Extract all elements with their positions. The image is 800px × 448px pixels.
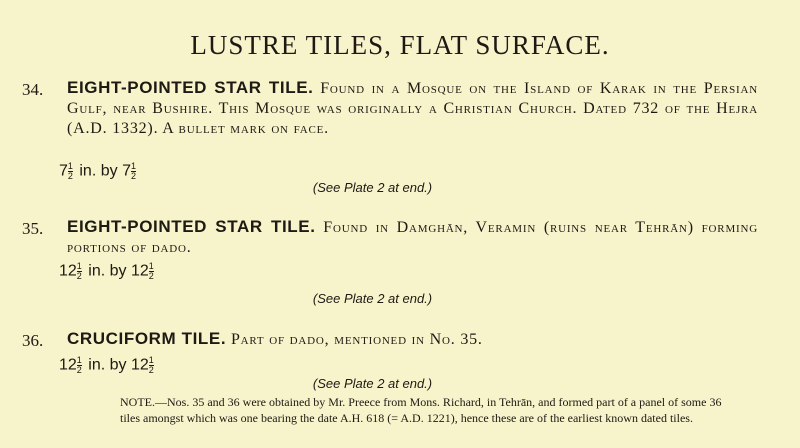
- size-by: in. by: [88, 262, 127, 280]
- plate-reference: (See Plate 2 at end.): [312, 291, 433, 306]
- page-title: LUSTRE TILES, FLAT SURFACE.: [190, 30, 610, 60]
- tile-size: [59, 262, 156, 281]
- tile-size: [59, 356, 156, 375]
- fraction-denominator: 2: [148, 365, 154, 375]
- size-height-int: 7: [122, 162, 131, 180]
- tile-size: [59, 162, 138, 181]
- plate-reference: (See Plate 2 at end.): [312, 180, 433, 195]
- entry-text: [67, 217, 758, 258]
- fraction-denominator: 2: [76, 271, 82, 281]
- footnote: NOTE.—Nos. 35 and 36 were obtained by Mr. Preece from Mons. Richard, in Tehrān, and formed part of a panel of some 36 tiles amongst which was one bearing the date A.H. 618 (= A.D. 1221), hence these are of the earliest known dated tiles.: [120, 395, 722, 425]
- fraction-denominator: 2: [130, 171, 136, 181]
- entry-title: EIGHT-POINTED STAR TILE.: [67, 217, 316, 236]
- fraction: [149, 262, 154, 281]
- entry-description: Part of dado, mentioned in No. 35.: [230, 331, 483, 348]
- size-by: in. by: [88, 356, 127, 374]
- entry-description: Found in Damghān, Veramin (ruins near Tehrān) forming portions of dado.: [67, 219, 758, 256]
- size-height-int: 12: [130, 262, 149, 280]
- size-by: in. by: [79, 162, 118, 180]
- size-width-int: 7: [59, 162, 68, 180]
- fraction-numerator: 1: [148, 355, 154, 365]
- entry-number: 35.: [22, 219, 44, 238]
- fraction-numerator: 1: [76, 261, 82, 271]
- fraction-denominator: 2: [76, 365, 82, 375]
- entry-number: 34.: [22, 80, 44, 99]
- entry-text: [67, 329, 758, 350]
- fraction-numerator: 1: [148, 261, 154, 271]
- size-height-int: 12: [130, 356, 149, 374]
- fraction-numerator: 1: [130, 161, 136, 171]
- entry-number: 36.: [22, 331, 44, 350]
- fraction-numerator: 1: [76, 355, 82, 365]
- size-width-int: 12: [59, 262, 77, 280]
- entry-title: EIGHT-POINTED STAR TILE.: [67, 78, 314, 97]
- size-width-int: 12: [59, 356, 77, 374]
- fraction-denominator: 2: [67, 171, 73, 181]
- fraction: [149, 356, 154, 375]
- fraction: [131, 162, 136, 181]
- fraction-denominator: 2: [148, 271, 154, 281]
- fraction: [77, 356, 82, 375]
- entry-description: Found in a Mosque on the Island of Karak in the Persian Gulf, near Bushire. This Mosque was originally a Christian Church. Dated 732 of the Hejra (A.D. 1332). A bullet mark on face.: [67, 80, 758, 137]
- fraction: [68, 162, 73, 181]
- entry-text: [67, 78, 758, 139]
- plate-reference: (See Plate 2 at end.): [312, 376, 433, 391]
- fraction: [77, 262, 82, 281]
- entry-title: CRUCIFORM TILE.: [67, 329, 227, 348]
- fraction-numerator: 1: [67, 161, 73, 171]
